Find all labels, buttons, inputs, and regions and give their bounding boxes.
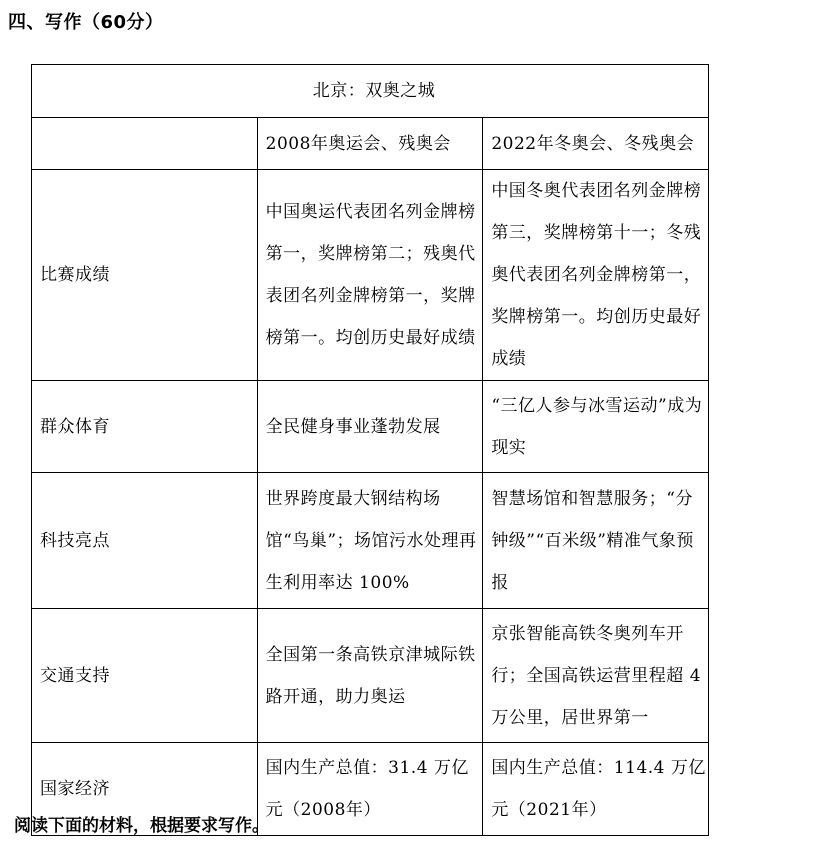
table-row <box>32 473 709 609</box>
row-label: 国家经济 <box>32 743 258 836</box>
header-2022: 2022年冬奥会、冬残奥会 <box>483 118 709 170</box>
cell-2022: 国内生产总值：114.4 万亿元（2021年） <box>483 743 709 836</box>
cell-2022: 智慧场馆和智慧服务；“分钟级”“百米级”精准气象预报 <box>483 473 709 609</box>
cell-2008: 中国奥运代表团名列金牌榜第一，奖牌榜第二；残奥代表团名列金牌榜第一，奖牌榜第一。均创历史最好成绩 <box>257 170 483 381</box>
cell-2022: “三亿人参与冰雪运动”成为现实 <box>483 381 709 473</box>
row-label: 比赛成绩 <box>32 170 258 381</box>
cell-2008: 全民健身事业蓬勃发展 <box>257 381 483 473</box>
cell-2022: 中国冬奥代表团名列金牌榜第三，奖牌榜第十一；冬残奥代表团名列金牌榜第一，奖牌榜第一。均创历史最好成绩 <box>483 170 709 381</box>
cell-2008: 国内生产总值：31.4 万亿元（2008年） <box>257 743 483 836</box>
header-2008: 2008年奥运会、残奥会 <box>257 118 483 170</box>
table-title-row <box>32 65 709 118</box>
cell-2008: 全国第一条高铁京津城际铁路开通，助力奥运 <box>257 609 483 743</box>
cell-2008: 世界跨度最大钢结构场馆“鸟巢”；场馆污水处理再生利用率达 100% <box>257 473 483 609</box>
table-title: 北京：双奥之城 <box>32 65 709 118</box>
row-label: 科技亮点 <box>32 473 258 609</box>
comparison-table <box>31 64 709 836</box>
cell-2022: 京张智能高铁冬奥列车开行；全国高铁运营里程超 4 万公里，居世界第一 <box>483 609 709 743</box>
section-heading: 四、写作（60分） <box>8 12 164 33</box>
header-empty-cell <box>32 118 258 170</box>
row-label: 群众体育 <box>32 381 258 473</box>
row-label: 交通支持 <box>32 609 258 743</box>
table-row <box>32 609 709 743</box>
instruction-text: 阅读下面的材料，根据要求写作。 <box>14 816 269 836</box>
table-row <box>32 381 709 473</box>
table-row <box>32 170 709 381</box>
table-header-row <box>32 118 709 170</box>
